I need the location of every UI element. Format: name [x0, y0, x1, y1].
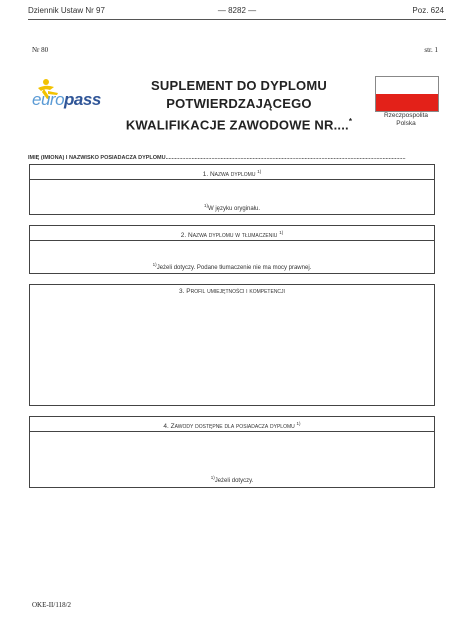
journal-title: Dziennik Ustaw Nr 97 — [28, 6, 105, 15]
section-1-sup: 1) — [257, 169, 262, 174]
section-2-note-text: Jeżeli dotyczy. Podane tłumaczenie nie ma mocy prawnej. — [156, 265, 312, 271]
sheet-number: str. 1 — [424, 46, 438, 54]
section-1-note-text: W języku oryginału. — [207, 206, 261, 212]
logo-euro: euro — [32, 90, 65, 109]
document-title — [108, 77, 370, 134]
form-code: OKE-II/118/2 — [32, 601, 72, 609]
section-skills-profile — [29, 284, 435, 406]
section-diploma-translation — [29, 225, 435, 274]
country-name — [362, 112, 450, 128]
section-2-title: 2. Nazwa dyplomu w tłumaczeniu — [180, 232, 278, 240]
polish-flag — [375, 76, 439, 112]
title-line-2-text: KWALIFIKACJE ZAWODOWE NR.... — [125, 117, 349, 133]
header-rule — [28, 19, 446, 20]
europass-wordmark — [32, 90, 101, 110]
section-1-title: 1. Nazwa dyplomu — [202, 171, 256, 179]
section-3-heading — [30, 285, 434, 299]
section-2-note — [30, 262, 434, 271]
logo-pass: pass — [64, 90, 101, 109]
section-diploma-name — [29, 164, 435, 215]
title-asterisk: * — [348, 117, 353, 126]
section-2-sup: 1) — [279, 230, 284, 235]
section-3-title: 3. Profil umiejętności i kompetencji — [179, 288, 285, 295]
section-4-note-text: Jeżeli dotyczy. — [214, 478, 254, 484]
section-4-title: 4. Zawody dostępne dla posiadacza dyplomu — [163, 423, 295, 431]
section-4-note-sup: 1) — [210, 475, 215, 480]
section-1-note — [30, 203, 434, 212]
section-4-sup: 1) — [296, 421, 301, 426]
country-line-1: Rzeczpospolita — [383, 112, 429, 119]
section-4-note — [30, 475, 434, 484]
section-1-heading — [30, 165, 434, 180]
flag-red-stripe — [376, 94, 438, 111]
europass-logo — [32, 74, 107, 114]
page-number: — 8282 — — [217, 6, 257, 15]
section-4-heading — [30, 417, 434, 432]
country-line-2: Polska — [396, 120, 416, 127]
flag-white-stripe — [376, 77, 438, 94]
title-line-1: SUPLEMENT DO DYPLOMU POTWIERDZAJĄCEGO — [151, 78, 327, 111]
issue-number: Nr 80 — [32, 46, 49, 54]
section-2-heading — [30, 226, 434, 241]
section-occupations — [29, 416, 435, 488]
holder-name-label: IMIĘ (IMIONA) I NAZWISKO POSIADACZA DYPLOMU............................................................................................................................................................. — [28, 155, 406, 161]
section-2-note-sup: 1) — [152, 262, 157, 267]
title-line-2 — [108, 113, 370, 134]
section-1-note-sup: 1) — [203, 203, 208, 208]
position-number: Poz. 624 — [412, 6, 444, 15]
